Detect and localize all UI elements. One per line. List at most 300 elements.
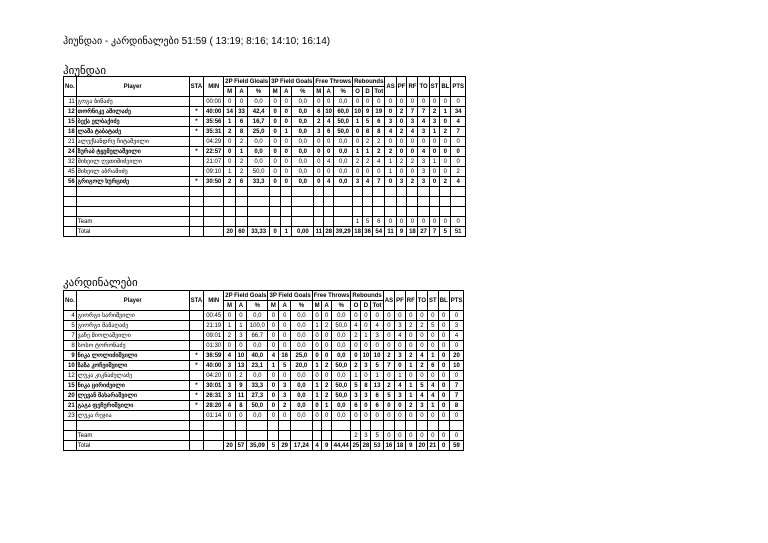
stat-cell: 0 [361,321,371,331]
stat-cell: 0 [418,217,429,227]
player-number: 24 [64,147,77,157]
header-to: TO [418,77,429,97]
stat-cell: 0 [224,137,236,147]
stat-cell: 4 [312,441,322,451]
stat-cell: 0 [418,137,429,147]
stat-cell: 2 [351,361,361,371]
stat-cell: 0 [407,97,418,107]
stat-cell: 1 [322,401,332,411]
stat-cell: 2 [440,127,451,137]
stat-cell: 33,3 [248,177,270,187]
empty-cell [281,207,292,217]
player-starter: * [189,107,204,117]
player-number: 18 [64,127,77,137]
player-starter: * [189,117,204,127]
stat-cell: 0 [312,341,322,351]
stat-cell: 0 [416,431,427,441]
stat-cell: 0 [405,311,416,321]
stat-cell: 66,7 [247,331,268,341]
stat-cell: 3 [371,331,383,341]
player-name: გოგა ბიწაძე [76,97,189,107]
empty-cell [64,431,77,441]
stat-cell: 2 [224,177,236,187]
stat-cell: 0 [281,177,292,187]
stat-cell: 0,0 [332,371,351,381]
stat-cell: 0 [449,371,464,381]
stat-cell [312,431,322,441]
header-row [64,77,466,87]
empty-cell [440,197,451,207]
empty-row [64,187,466,197]
empty-cell [270,187,281,197]
player-row [64,157,466,167]
stat-cell: 27 [418,227,429,237]
empty-cell [236,207,248,217]
stat-cell [247,431,268,441]
stat-cell: 4 [385,127,396,137]
stat-cell: 6 [371,391,383,401]
empty-cell [270,207,281,217]
stat-cell: 1 [312,321,322,331]
stat-cell: 1 [428,351,439,361]
player-starter [189,411,204,421]
stat-cell: 1 [363,147,373,157]
stat-cell: 0,0 [292,147,314,157]
stat-cell: 0 [371,411,383,421]
stat-cell: 1 [405,391,416,401]
stat-cell: 0 [312,401,322,411]
stat-cell: 0,0 [247,311,268,321]
stat-cell: 2 [396,107,407,117]
stat-cell: 8 [363,127,373,137]
stat-cell: 1 [429,127,440,137]
stat-cell: 42,4 [248,107,270,117]
stat-cell: 44,44 [332,441,351,451]
stat-cell: 3 [351,391,361,401]
player-starter: * [189,127,204,137]
header-3p: 3P Field Goals [271,78,313,85]
empty-cell [270,197,281,207]
stat-cell: 0 [405,331,416,341]
empty-cell [204,421,224,431]
empty-cell [334,207,353,217]
player-number: 20 [64,391,77,401]
stat-cell: 0 [281,167,292,177]
stat-cell: 0,0 [292,167,314,177]
stat-cell: 2 [383,351,394,361]
empty-cell [449,421,464,431]
stat-cell: 5 [279,361,291,371]
stat-cell: 2 [407,157,418,167]
stat-cell: 1 [353,217,363,227]
stat-cell: 0 [361,401,371,411]
stat-cell: 3 [395,351,406,361]
stat-cell: 0,0 [332,331,351,341]
stat-cell: 20 [224,227,236,237]
empty-cell [236,187,248,197]
player-number: 12 [64,107,77,117]
empty-cell [373,207,385,217]
stat-cell: 13 [371,381,383,391]
stat-cell: 0 [324,167,334,177]
empty-cell [189,431,204,441]
empty-cell [224,197,236,207]
stat-cell: 3 [418,167,429,177]
stat-cell: 0 [385,97,396,107]
stat-cell: 0 [429,97,440,107]
header-as: AS [385,77,396,97]
player-number: 11 [64,97,77,107]
player-row [64,361,464,371]
stat-cell: 2 [405,401,416,411]
stat-cell: 0,0 [334,157,353,167]
empty-cell [235,421,246,431]
empty-cell [451,207,466,217]
stat-cell: 0 [324,147,334,157]
stat-cell: 2 [322,321,332,331]
stat-cell: 0 [440,217,451,227]
stat-cell: 0 [429,137,440,147]
stat-cell: 2 [322,391,332,401]
empty-cell [189,227,204,237]
stat-cell: 2 [383,381,394,391]
stat-cell: 5 [416,381,427,391]
header-ft: Free Throws [313,292,350,299]
stat-cell: 50,0 [247,401,268,411]
player-starter: * [189,147,204,157]
stat-cell: 0 [428,341,439,351]
player-starter [189,167,204,177]
player-name: სოსო ტორონაძე [76,341,189,351]
stat-cell [224,217,236,227]
stat-cell: 35,09 [247,441,268,451]
player-name: ლევან მახარაშვილი [76,391,189,401]
game-title: ჰიუნდაი - კარდინალები 51:59 ( 13:19; 8:16; 14:10; 16:14) [63,36,331,47]
stat-cell: 0 [418,97,429,107]
stat-cell: 8 [373,127,385,137]
stat-cell: 2 [314,117,324,127]
empty-cell [451,197,466,207]
player-minutes: 04:29 [204,137,224,147]
stat-cell: 33 [236,107,248,117]
player-name: გიორგი მამაღაძე [76,321,189,331]
team-row [64,217,466,227]
stat-cell: 2 [385,147,396,157]
stat-cell: 11 [315,228,322,235]
player-number: 32 [64,157,77,167]
player-row [64,371,464,381]
stat-cell: 0 [385,217,396,227]
empty-cell [281,187,292,197]
stat-cell: 0,0 [248,137,270,147]
player-name: ნიკა ცირიძეილი [76,381,189,391]
stat-cell: 0 [281,107,292,117]
empty-cell [76,197,189,207]
stat-cell: 1 [224,117,236,127]
player-row [64,381,464,391]
subheader-pct: % [292,87,314,97]
stat-cell: 2 [451,167,466,177]
empty-cell [76,207,189,217]
stat-cell: 0 [405,431,416,441]
player-row [64,311,464,321]
header-min: MIN [204,291,224,311]
header-rf: RF [405,291,416,311]
stat-cell: 7 [373,177,385,187]
empty-cell [312,421,322,431]
stat-cell: 0 [438,431,449,441]
team-name-home: ჰიუნდაი [63,65,107,77]
empty-cell [363,207,373,217]
stat-cell: 0,0 [334,147,353,157]
stat-cell: 0,0 [292,97,314,107]
stat-cell: 2 [373,147,385,157]
stat-cell: 3 [279,391,291,401]
stat-cell: 0 [279,321,291,331]
stat-cell: 0 [224,147,236,157]
stat-cell: 0 [224,371,235,381]
stat-cell: 8 [449,401,464,411]
stat-cell: 7 [449,381,464,391]
stat-cell: 8 [236,127,248,137]
stat-cell: 9 [322,441,332,451]
stat-cell: 2 [440,177,451,187]
box-score-table-away [63,290,464,451]
stat-cell [281,217,292,227]
player-starter: * [189,177,204,187]
stat-cell: 60 [236,227,248,237]
stat-cell: 2 [363,157,373,167]
empty-cell [64,441,77,451]
stat-cell: 5 [351,381,361,391]
subheader-m: M [314,87,324,97]
player-name: ლუკა რეჯია [76,411,189,421]
stat-cell: 0,0 [291,321,313,331]
stat-cell: 7 [407,107,418,117]
empty-cell [248,187,270,197]
stat-cell: 0 [449,431,464,441]
stat-cell: 0 [396,137,407,147]
empty-cell [351,421,361,431]
empty-cell [189,197,204,207]
empty-cell [291,421,313,431]
header-rebounds: Rebounds [354,78,384,85]
stat-cell: 0 [438,361,449,371]
player-starter [189,371,204,381]
stat-cell: 3 [395,321,406,331]
stat-cell: 6 [351,401,361,411]
header-rf: RF [407,77,418,97]
stat-cell: 0 [314,137,324,147]
stat-cell: 4 [224,401,235,411]
player-name: ნიკა ლოლიძიშვილი [76,351,189,361]
stat-cell: 0 [353,137,363,147]
stat-cell: 20,0 [291,361,313,371]
header-no: No. [64,291,77,311]
stat-cell: 0 [385,107,396,117]
stat-cell: 3 [361,361,371,371]
header-player: Player [76,77,189,97]
stat-cell: 2 [416,321,427,331]
empty-cell [224,421,235,431]
empty-cell [361,421,371,431]
stat-cell: 0 [440,117,451,127]
stat-cell: 10 [235,351,246,361]
player-minutes: 35:56 [204,117,224,127]
stat-cell: 0 [361,341,371,351]
subheader-a: A [322,301,332,311]
player-row [64,351,464,361]
stat-cell: 0 [270,97,281,107]
stat-cell: 0 [363,167,373,177]
stat-cell: 2 [416,361,427,371]
stat-cell: 1 [312,361,322,371]
stat-cell: 39,29 [335,228,351,235]
empty-cell [247,421,268,431]
player-row [64,167,466,177]
stat-cell: 0 [353,97,363,107]
empty-cell [440,187,451,197]
subheader-o: O [351,301,361,311]
empty-cell [64,421,77,431]
stat-cell: 2 [407,177,418,187]
stat-cell: 0 [270,167,281,177]
stat-cell: 0 [429,167,440,177]
stat-cell: 0,0 [332,411,351,421]
empty-cell [363,197,373,207]
player-starter: * [189,381,204,391]
stat-cell: 3 [361,431,371,441]
empty-cell [353,207,363,217]
player-name: ბექა ელბაქიძე [76,117,189,127]
subheader-m: M [312,301,322,311]
player-number: 9 [64,351,77,361]
stat-cell: 0,0 [332,311,351,321]
stat-cell: 1 [361,331,371,341]
stat-cell [224,431,235,441]
stat-cell: 1 [351,371,361,381]
stat-cell: 0 [268,411,279,421]
stat-cell: 0 [429,177,440,187]
player-row [64,127,466,137]
subheader-a: A [281,87,292,97]
stat-cell: 34 [451,107,466,117]
empty-cell [385,207,396,217]
empty-cell [189,207,204,217]
header-ft: Free Throws [315,78,352,85]
stat-cell: 0 [235,341,246,351]
stat-cell: 7 [429,227,440,237]
stat-cell: 0 [395,401,406,411]
stat-cell: 0,0 [291,371,313,381]
player-name: თორნიკე ამილაძე [76,107,189,117]
stat-cell: 2 [429,107,440,117]
player-row [64,137,466,147]
stat-cell: 7 [383,361,394,371]
header-min: MIN [204,77,224,97]
stat-cell: 0 [438,311,449,321]
player-minutes: 30:50 [204,177,224,187]
empty-cell [204,207,224,217]
stat-cell [292,217,314,227]
stat-cell: 2 [322,381,332,391]
subheader-tot: Tot [372,302,382,309]
stat-cell: 0 [351,411,361,421]
player-row [64,107,466,117]
stat-cell: 7 [451,127,466,137]
stat-cell: 0 [322,331,332,341]
stat-cell: 20 [224,441,235,451]
player-starter: * [189,401,204,411]
stat-cell: 0 [396,167,407,177]
subheader-o: O [353,87,363,97]
stat-cell: 0 [440,157,451,167]
stat-cell: 0 [451,137,466,147]
stat-cell: 4 [324,157,334,167]
player-number: 23 [64,411,77,421]
empty-cell [418,207,429,217]
empty-cell [76,187,189,197]
player-number: 56 [64,177,77,187]
stat-cell: 0 [235,411,246,421]
stat-cell: 16 [279,351,291,361]
subheader-tot: Tot [374,88,384,95]
subheader-d: D [363,87,373,97]
empty-cell [418,187,429,197]
stat-cell: 0 [438,371,449,381]
stat-cell: 4 [451,117,466,127]
stat-cell: 18 [396,442,404,449]
stat-cell: 0 [451,97,466,107]
subheader-d: D [361,301,371,311]
stat-cell: 57 [235,441,246,451]
stat-cell: 0,0 [247,411,268,421]
stat-cell: 53 [371,441,383,451]
stat-cell: 0 [279,371,291,381]
stat-cell: 0 [416,331,427,341]
stat-cell: 2 [236,157,248,167]
stat-cell: 0 [322,351,332,361]
stat-cell: 29 [279,441,291,451]
player-starter [189,97,204,107]
stat-cell: 3 [395,391,406,401]
stat-cell: 8 [361,381,371,391]
player-name: ლაშა ტაბატაძე [76,127,189,137]
stat-cell: 0 [281,157,292,167]
stat-cell: 1 [440,107,451,117]
stat-cell: 1 [224,167,236,177]
player-minutes: 09:01 [204,331,224,341]
player-starter [189,137,204,147]
stat-cell: 4 [428,391,439,401]
stat-cell: 0 [440,147,451,157]
empty-cell [292,187,314,197]
stat-cell: 9 [235,381,246,391]
empty-cell [248,197,270,207]
stat-cell [279,431,291,441]
stat-cell: 4 [407,127,418,137]
stat-cell: 5 [371,361,383,371]
empty-cell [292,197,314,207]
stat-cell: 0 [438,351,449,361]
stat-cell: 4 [268,351,279,361]
empty-cell [395,421,406,431]
stat-cell: 60,0 [334,107,353,117]
total-minutes [204,441,224,451]
header-2p: 2P Field Gloals [225,78,269,85]
stat-cell [270,217,281,227]
header-sta: STA [189,77,204,97]
